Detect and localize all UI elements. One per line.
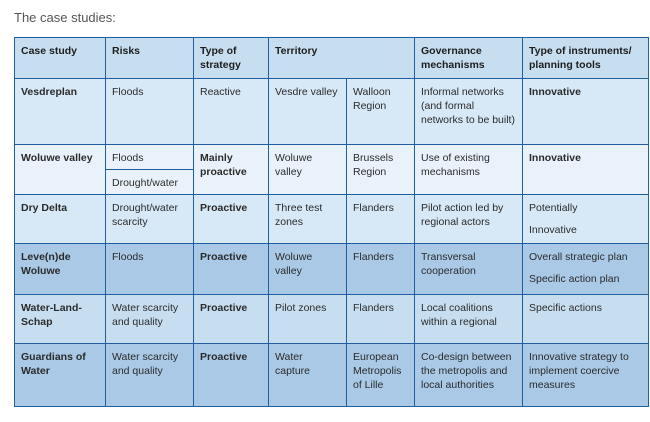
header-type-of-strategy: Type of strategy bbox=[194, 38, 269, 79]
region-cell: Walloon Region bbox=[347, 79, 415, 145]
territory-cell: Water capture bbox=[269, 344, 347, 407]
case-study-cell: Vesdreplan bbox=[15, 79, 106, 145]
header-governance: Governance mechanisms bbox=[415, 38, 523, 79]
governance-cell: Transversal cooperation bbox=[415, 244, 523, 295]
territory-cell: Three test zones bbox=[269, 195, 347, 244]
region-cell: Brussels Region bbox=[347, 145, 415, 195]
strategy-cell: Reactive bbox=[194, 79, 269, 145]
strategy-cell: Proactive bbox=[194, 344, 269, 407]
governance-cell: Informal networks (and formal networks to be built) bbox=[415, 79, 523, 145]
case-study-cell: Woluwe valley bbox=[15, 145, 106, 195]
table-row bbox=[15, 195, 649, 244]
header-territory: Territory bbox=[269, 38, 415, 79]
table-row bbox=[15, 295, 649, 344]
instrument-line: Potentially bbox=[529, 202, 578, 214]
instrument-line: Innovative bbox=[529, 224, 577, 236]
governance-cell: Co-design between the metropolis and local authorities bbox=[415, 344, 523, 407]
table-caption: The case studies: bbox=[14, 10, 116, 25]
instruments-cell: Innovative bbox=[523, 79, 649, 145]
risks-cell: Floods bbox=[106, 145, 194, 170]
region-cell: Flanders bbox=[347, 295, 415, 344]
instruments-cell: Specific actions bbox=[523, 295, 649, 344]
region-cell: Flanders bbox=[347, 195, 415, 244]
governance-cell: Pilot action led by regional actors bbox=[415, 195, 523, 244]
risks-cell: Water scarcity and quality bbox=[106, 344, 194, 407]
case-study-cell: Dry Delta bbox=[15, 195, 106, 244]
instrument-line: Overall strategic plan bbox=[529, 251, 628, 263]
table-row bbox=[15, 344, 649, 407]
risks-cell: Drought/water bbox=[106, 170, 194, 195]
case-studies-table bbox=[14, 37, 649, 407]
header-instruments: Type of instruments/ planning tools bbox=[523, 38, 649, 79]
case-study-cell: Leve(n)de Woluwe bbox=[15, 244, 106, 295]
territory-cell: Vesdre valley bbox=[269, 79, 347, 145]
strategy-cell: Proactive bbox=[194, 244, 269, 295]
territory-cell: Woluwe valley bbox=[269, 244, 347, 295]
territory-cell: Woluwe valley bbox=[269, 145, 347, 195]
table-row bbox=[15, 145, 649, 170]
governance-cell: Local coalitions within a regional bbox=[415, 295, 523, 344]
case-study-cell: Water-Land-Schap bbox=[15, 295, 106, 344]
table-row bbox=[15, 244, 649, 295]
strategy-cell: Proactive bbox=[194, 195, 269, 244]
instruments-cell: Innovative strategy to implement coercive measures bbox=[523, 344, 649, 407]
risks-cell: Water scarcity and quality bbox=[106, 295, 194, 344]
region-cell: Flanders bbox=[347, 244, 415, 295]
case-study-cell: Guardians of Water bbox=[15, 344, 106, 407]
instruments-cell: Innovative bbox=[523, 145, 649, 195]
header-row bbox=[15, 38, 649, 79]
instrument-line: Specific action plan bbox=[529, 273, 620, 285]
region-cell: European Metropolis of Lille bbox=[347, 344, 415, 407]
territory-cell: Pilot zones bbox=[269, 295, 347, 344]
strategy-cell: Mainly proactive bbox=[194, 145, 269, 195]
risks-cell: Floods bbox=[106, 244, 194, 295]
header-case-study: Case study bbox=[15, 38, 106, 79]
governance-cell: Use of existing mechanisms bbox=[415, 145, 523, 195]
instruments-cell bbox=[523, 244, 649, 295]
header-risks: Risks bbox=[106, 38, 194, 79]
strategy-cell: Proactive bbox=[194, 295, 269, 344]
table-row bbox=[15, 79, 649, 145]
risks-cell: Floods bbox=[106, 79, 194, 145]
risks-cell: Drought/water scarcity bbox=[106, 195, 194, 244]
instruments-cell bbox=[523, 195, 649, 244]
